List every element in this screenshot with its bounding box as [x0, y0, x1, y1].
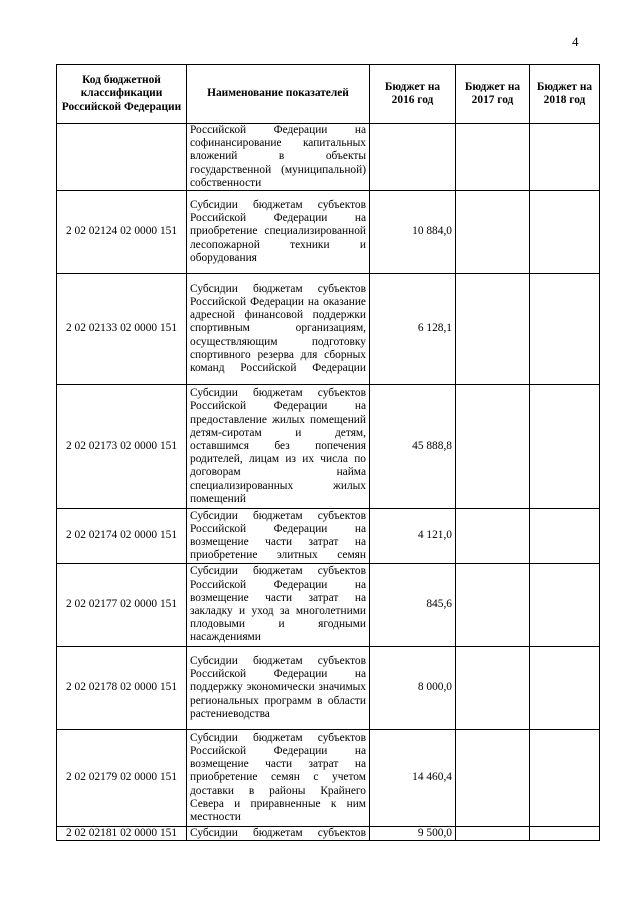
cell-budget-2016: 9 500,0 — [370, 827, 456, 841]
cell-budget-2017 — [456, 827, 530, 841]
table-row — [57, 564, 600, 647]
cell-budget-2018 — [530, 124, 600, 191]
table-row — [57, 124, 600, 191]
cell-code: 2 02 02179 02 0000 151 — [57, 730, 187, 827]
cell-budget-2017 — [456, 274, 530, 385]
cell-budget-2017 — [456, 730, 530, 827]
table-row — [57, 827, 600, 841]
table-row — [57, 274, 600, 385]
cell-name: Субсидии бюджетам субъектов Российской Федерации на предоставление жилых помещений детям-сиротам и детям, оставшимся без попечения родителей, лицам из их числа по договорам найма специализированных жилых помещений — [187, 385, 370, 509]
cell-code: 2 02 02174 02 0000 151 — [57, 509, 187, 564]
table-row — [57, 509, 600, 564]
header-budget-2018: Бюджет на 2018 год — [530, 65, 600, 124]
cell-budget-2017 — [456, 564, 530, 647]
cell-budget-2016: 8 000,0 — [370, 647, 456, 730]
cell-budget-2018 — [530, 827, 600, 841]
table-header-row — [57, 65, 600, 124]
page-number: 4 — [572, 34, 579, 49]
table-row — [57, 191, 600, 274]
cell-name: Российской Федерации на софинансирование капитальных вложений в объекты государственной (муниципальной) собственности — [187, 124, 370, 191]
cell-code — [57, 124, 187, 191]
cell-budget-2018 — [530, 564, 600, 647]
table-row — [57, 647, 600, 730]
cell-name: Субсидии бюджетам субъектов Российской Федерации на поддержку экономически значимых региональных программ в области растениеводства — [187, 647, 370, 730]
cell-budget-2016 — [370, 124, 456, 191]
cell-budget-2018 — [530, 509, 600, 564]
table-row — [57, 385, 600, 509]
cell-budget-2016: 10 884,0 — [370, 191, 456, 274]
header-budget-2017: Бюджет на 2017 год — [456, 65, 530, 124]
cell-name: Субсидии бюджетам субъектов Российской Федерации на оказание адресной финансовой поддержки спортивным организациям, осуществляющим подготовку спортивного резерва для сборных команд Российской Федерации — [187, 274, 370, 385]
cell-code: 2 02 02133 02 0000 151 — [57, 274, 187, 385]
header-code: Код бюджетной классификации Российской Федерации — [57, 65, 187, 124]
cell-code: 2 02 02178 02 0000 151 — [57, 647, 187, 730]
cell-budget-2016: 14 460,4 — [370, 730, 456, 827]
cell-budget-2017 — [456, 191, 530, 274]
cell-budget-2018 — [530, 274, 600, 385]
cell-code: 2 02 02173 02 0000 151 — [57, 385, 187, 509]
cell-budget-2018 — [530, 385, 600, 509]
cell-budget-2017 — [456, 124, 530, 191]
table-row — [57, 730, 600, 827]
cell-budget-2018 — [530, 647, 600, 730]
cell-budget-2018 — [530, 191, 600, 274]
cell-budget-2017 — [456, 385, 530, 509]
cell-name: Субсидии бюджетам субъектов Российской Федерации на возмещение части затрат на закладку и уход за многолетними плодовыми и ягодными насаждениями — [187, 564, 370, 647]
cell-budget-2017 — [456, 647, 530, 730]
cell-budget-2016: 4 121,0 — [370, 509, 456, 564]
budget-table — [56, 64, 600, 841]
header-budget-2016: Бюджет на 2016 год — [370, 65, 456, 124]
cell-code: 2 02 02181 02 0000 151 — [57, 827, 187, 841]
cell-name: Субсидии бюджетам субъектов Российской Федерации на возмещение части затрат на приобретение элитных семян — [187, 509, 370, 564]
cell-code: 2 02 02124 02 0000 151 — [57, 191, 187, 274]
cell-budget-2016: 45 888,8 — [370, 385, 456, 509]
cell-budget-2016: 845,6 — [370, 564, 456, 647]
cell-budget-2018 — [530, 730, 600, 827]
cell-name: Субсидии бюджетам субъектов Российской Федерации на приобретение специализированной лесопожарной техники и оборудования — [187, 191, 370, 274]
cell-budget-2016: 6 128,1 — [370, 274, 456, 385]
cell-budget-2017 — [456, 509, 530, 564]
header-name: Наименование показателей — [187, 65, 370, 124]
cell-code: 2 02 02177 02 0000 151 — [57, 564, 187, 647]
cell-name: Субсидии бюджетам субъектов — [187, 827, 370, 841]
cell-name: Субсидии бюджетам субъектов Российской Федерации на возмещение части затрат на приобретение семян с учетом доставки в районы Крайнего Севера и приравненные к ним местности — [187, 730, 370, 827]
